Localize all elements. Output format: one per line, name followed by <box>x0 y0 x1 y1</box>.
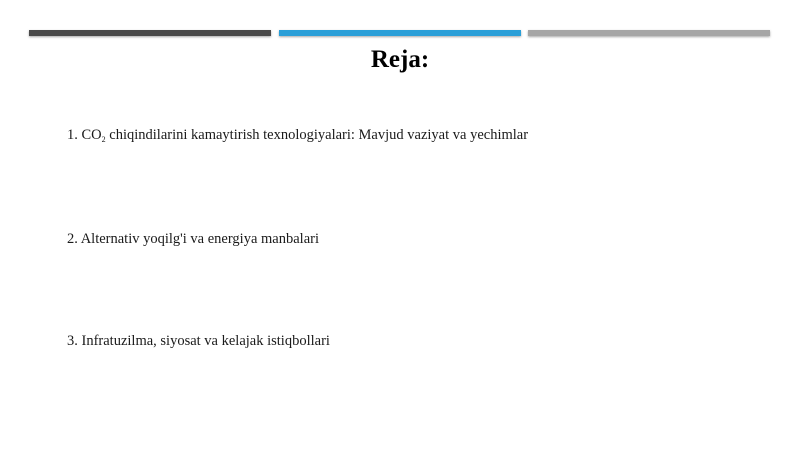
decor-bar-dark <box>29 30 271 36</box>
plan-item-2: 2. Alternativ yoqilg'i va energiya manbalari <box>67 231 319 247</box>
slide-title: Reja: <box>370 46 430 73</box>
header-decoration-bars <box>0 0 800 40</box>
decor-bar-blue <box>279 30 521 36</box>
plan-item-1-suffix: chiqindilarini kamaytirish texnologiyalari: Mavjud vaziyat va yechimlar <box>105 127 529 143</box>
plan-item-1-prefix: 1. CO <box>67 127 102 143</box>
plan-item-1 <box>67 126 528 144</box>
plan-item-1-subscript: 2 <box>101 135 106 144</box>
plan-item-3: 3. Infratuzilma, siyosat va kelajak istiqbollari <box>67 333 330 349</box>
decor-bar-gray <box>528 30 770 36</box>
